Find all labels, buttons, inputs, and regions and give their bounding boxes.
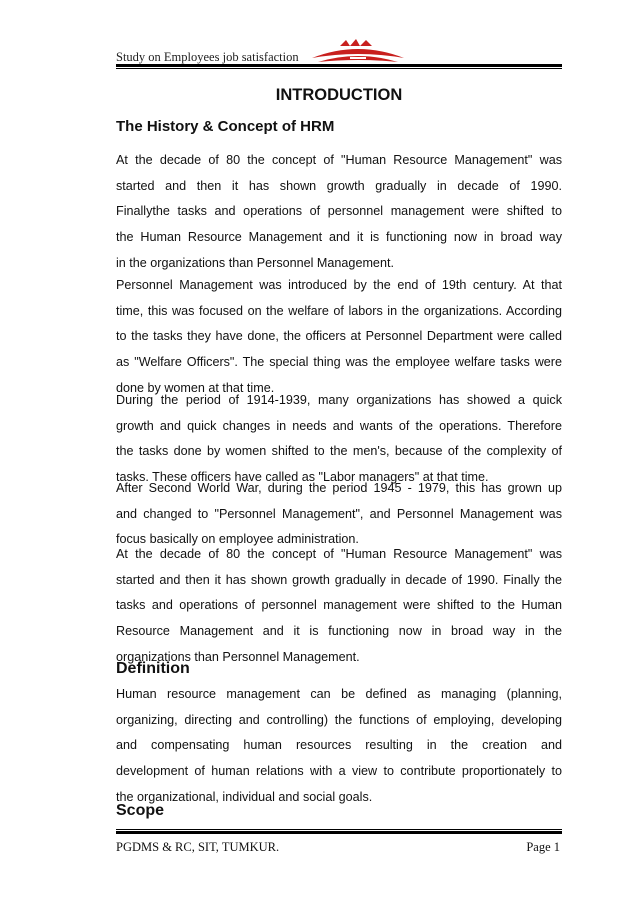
text-line: to the tasks they have done, the officers at Personnel Department were called — [116, 329, 562, 344]
text-line: as "Welfare Officers". The special thing was the employee welfare tasks were — [116, 355, 562, 370]
text-line: and compensating human resources resulting in the creation and — [116, 738, 562, 753]
footer-rule-thin — [116, 829, 562, 830]
text-line: After Second World War, during the period 1945 - 1979, this has grown up — [116, 481, 562, 495]
text-line: During the period of 1914-1939, many organizations has showed a quick — [116, 393, 562, 407]
paragraph-definition — [116, 682, 562, 811]
text-line: time, this was focused on the welfare of labors in the organizations. According — [116, 303, 562, 318]
page-number: Page 1 — [526, 840, 560, 854]
text-line: started and then it has shown growth gradually in decade of 1990. Finally the — [116, 572, 562, 587]
text-line: Human resource management can be defined as managing (planning, — [116, 687, 562, 701]
text-line: development of human relations with a view to contribute proportionately to — [116, 764, 562, 779]
section-title-history: The History & Concept of HRM — [116, 118, 335, 135]
text-line: Personnel Management was introduced by the end of 19th century. At that — [116, 278, 562, 292]
text-line: done by women at that time. — [116, 380, 275, 395]
text-line: tasks and operations of personnel management were shifted to the Human — [116, 598, 562, 613]
text-line: organizing, directing and controlling) the functions of employing, developing — [116, 712, 562, 727]
paragraph-hrm-intro — [116, 148, 562, 277]
text-line: growth and quick changes in needs and wants of the operations. Therefore — [116, 418, 562, 433]
college-logo — [310, 36, 406, 66]
page-title: INTRODUCTION — [275, 86, 403, 104]
text-line: the organizational, individual and social goals. — [116, 789, 373, 804]
text-line: At the decade of 80 the concept of "Human Resource Management" was — [116, 153, 562, 167]
running-header: Study on Employees job satisfaction — [116, 50, 299, 64]
text-line: the Human Resource Management and it is functioning now in broad way — [116, 230, 562, 245]
footer-rule-thick — [116, 831, 562, 834]
paragraph-hrm-decade — [116, 542, 562, 671]
text-line: in the organizations than Personnel Management. — [116, 255, 394, 270]
header-rule-thick — [116, 64, 562, 67]
text-line: and changed to "Personnel Management", and Personnel Management was — [116, 506, 562, 521]
footer-institution: PGDMS & RC, SIT, TUMKUR. — [116, 840, 280, 854]
text-line: tasks. These officers have called as "Labor managers" at that time. — [116, 470, 489, 485]
text-line: organizations than Personnel Management. — [116, 649, 360, 664]
text-line: At the decade of 80 the concept of "Human Resource Management" was — [116, 547, 562, 561]
paragraph-personnel-management — [116, 273, 562, 402]
section-title-definition: Definition — [116, 660, 190, 677]
text-line: started and then it has shown growth gradually in decade of 1990. — [116, 178, 562, 193]
text-line: focus basically on employee administration. — [116, 532, 359, 547]
text-line: Resource Management and it is functioning now in broad way in the — [116, 624, 562, 639]
text-line: the tasks done by women shifted to the men's, because of the complexity of — [116, 444, 562, 459]
text-line: Finallythe tasks and operations of personnel management were shifted to — [116, 204, 562, 219]
section-title-scope: Scope — [116, 802, 165, 819]
header-rule-thin — [116, 68, 562, 69]
